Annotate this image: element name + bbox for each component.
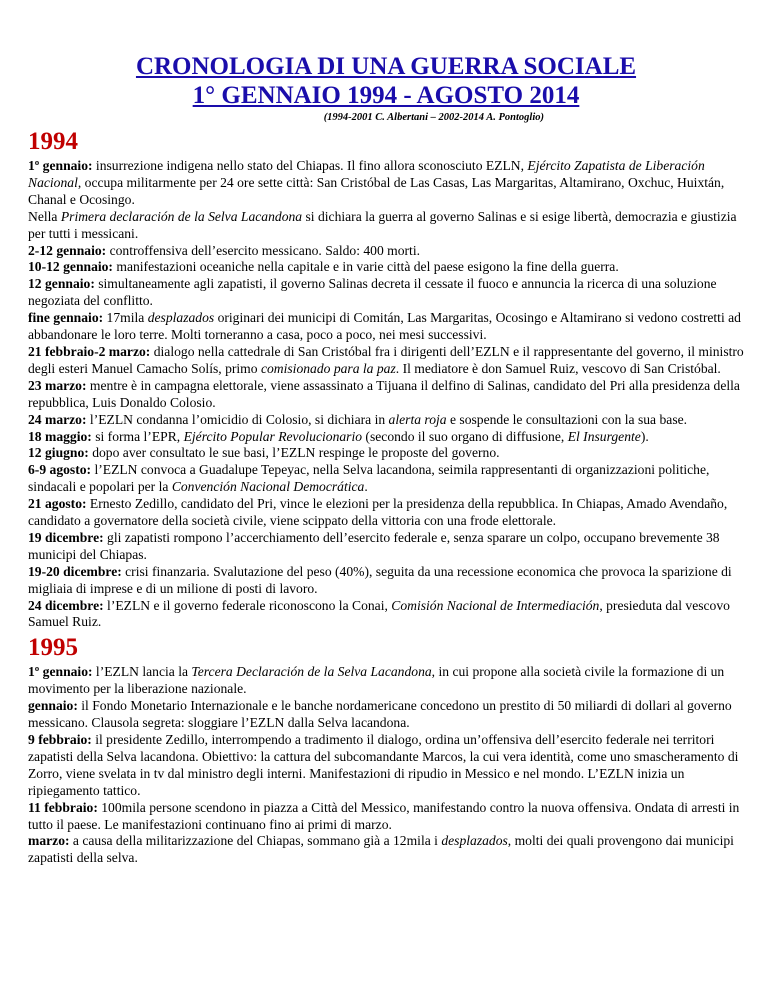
entry-date: 21 febbraio-2 marzo: bbox=[28, 343, 151, 359]
chronology-entry bbox=[28, 732, 744, 800]
entry-date: 1º gennaio: bbox=[28, 664, 93, 680]
entry-text: l’EZLN convoca a Guadalupe Tepeyac, nella Selva lacandona, seimila rappresentanti di organizzazioni politiche, sindacali e popolari per la bbox=[28, 462, 710, 495]
entry-date: 24 dicembre: bbox=[28, 597, 104, 613]
entry-date: 12 giugno: bbox=[28, 445, 89, 461]
entry-text: originari dei municipi di Comitán, Las Margaritas, Ocosingo e Altamirano si vedono costretti ad abbandonare le loro terre. Molti torneranno a casa, poco a poco, nei mesi successivi. bbox=[28, 310, 741, 343]
chronology-entry bbox=[28, 598, 744, 632]
entry-text: 17mila bbox=[103, 310, 148, 326]
chronology-entry bbox=[28, 344, 744, 378]
entry-date: 19-20 dicembre: bbox=[28, 563, 122, 579]
entry-date: 6-9 agosto: bbox=[28, 462, 92, 478]
entry-text: gli zapatisti rompono l’accerchiamento dell’esercito federale e, senza sparare un colpo, occupano brevemente 38 municipi del Chiapas. bbox=[28, 529, 720, 562]
entry-text: , occupa militarmente per 24 ore sette città: San Cristóbal de Las Casas, Las Margaritas, Altamirano, Oxchuc, Huixtán, Chanal e Ocosingo. bbox=[28, 174, 725, 207]
entry-date: 23 marzo: bbox=[28, 377, 87, 393]
entries-1994 bbox=[28, 158, 744, 631]
entry-text: si forma l’EPR, bbox=[91, 428, 184, 444]
entry-italic-text: Ejército Zapatista de Liberación Nacional bbox=[28, 158, 705, 190]
chronology-entry bbox=[28, 310, 744, 344]
entry-date: 2-12 gennaio: bbox=[28, 242, 107, 258]
entry-text: il Fondo Monetario Internazionale e le banche nordamericane concedono un prestito di 50 miliardi di dollari al governo messicano. Clausola segreta: sloggiare l’EZLN dalla Selva lacandona. bbox=[28, 698, 732, 731]
chronology-entry bbox=[28, 833, 744, 867]
chronology-entry bbox=[28, 496, 744, 530]
entry-text: , in cui propone alla società civile la formazione di un movimento per la liberazione nazionale. bbox=[28, 664, 725, 697]
entry-italic-text: Comisión Nacional de Intermediación bbox=[391, 597, 600, 613]
chronology-entry bbox=[28, 259, 744, 276]
entry-date: marzo: bbox=[28, 833, 70, 849]
chronology-entry bbox=[28, 800, 744, 834]
entry-text: 100mila persone scendono in piazza a Città del Messico, manifestando contro la nuova offensiva. Ondata di arresti in tutto il paese. Le manifestazioni continuano fino ai primi di marzo. bbox=[28, 799, 740, 832]
credits-line: (1994-2001 C. Albertani – 2002-2014 A. Pontoglio) bbox=[323, 112, 544, 123]
year-heading-1995: 1995 bbox=[28, 634, 78, 662]
entry-text: dialogo nella cattedrale di San Cristóbal fra i dirigenti dell’EZLN e il rappresentante del governo, il ministro degli esteri Manuel Camacho Solís, primo bbox=[28, 343, 744, 376]
entry-text: l’EZLN lancia la bbox=[92, 664, 192, 680]
document-title-line-1: CRONOLOGIA DI UNA GUERRA SOCIALE bbox=[135, 53, 637, 80]
entry-italic-text: desplazados bbox=[441, 833, 508, 849]
chronology-entry bbox=[28, 462, 744, 496]
entry-text: , molti dei quali provengono dai municipi zapatisti della selva. bbox=[28, 833, 734, 866]
chronology-body bbox=[28, 127, 744, 867]
entry-text: a causa della militarizzazione del Chiapas, sommano già a 12mila i bbox=[69, 833, 442, 849]
entry-italic-text: Convención Nacional Democrática bbox=[171, 479, 365, 495]
entry-text: , presieduta dal vescovo Samuel Ruiz. bbox=[28, 597, 730, 630]
entry-text: l’EZLN e il governo federale riconoscono la Conai, bbox=[103, 597, 392, 613]
entry-italic-text: Tercera Declaración de la Selva Lacandona bbox=[191, 664, 432, 680]
chronology-entry bbox=[28, 664, 744, 698]
year-heading-1994: 1994 bbox=[28, 128, 78, 155]
entry-text: il presidente Zedillo, interrompendo a tradimento il dialogo, ordina un’offensiva dell’esercito federale nei territori zapatisti della Selva lacandona. Obiettivo: la cattura del subcomandante Marcos, la cui vera identità, come uno smascheramento di Zorro, viene svelata in tv dal ministro degli interni. Manifestazioni di ripudio in Messico e nel mondo. L’EZLN inizia un ripiegamento tattico. bbox=[28, 732, 739, 798]
entry-text: Nella bbox=[28, 208, 61, 224]
document-page bbox=[28, 52, 744, 867]
chronology-entry bbox=[28, 378, 744, 412]
entry-date: 9 febbraio: bbox=[28, 732, 92, 747]
entry-italic-text: comisionado para la paz bbox=[260, 360, 396, 376]
entry-text: . Il mediatore è don Samuel Ruiz, vescovo di San Cristóbal. bbox=[395, 360, 721, 376]
entry-text: Ernesto Zedillo, candidato del Pri, vince le elezioni per la presidenza della repubblica. In Chiapas, Amado Avendaño, candidato a governatore della società civile, viene scippato della vittoria con una frode elettorale. bbox=[28, 496, 728, 529]
entry-date: 21 agosto: bbox=[28, 496, 87, 512]
entry-italic-text: alerta roja bbox=[388, 411, 447, 427]
entry-text: ). bbox=[640, 428, 649, 444]
chronology-entry bbox=[28, 276, 744, 310]
entry-text: crisi finanzaria. Svalutazione del peso (40%), seguita da una recessione economica che provoca la sparizione di migliaia di imprese e di un milione di posti di lavoro. bbox=[28, 563, 732, 596]
entry-date: 24 marzo: bbox=[28, 411, 87, 427]
chronology-entry bbox=[28, 158, 744, 209]
entry-italic-text: Primera declaración de la Selva Lacandona bbox=[60, 208, 303, 224]
entry-date: 11 febbraio: bbox=[28, 799, 98, 815]
entry-text: l’EZLN condanna l’omicidio di Colosio, si dichiara in bbox=[86, 411, 389, 427]
chronology-entry bbox=[28, 698, 744, 732]
entry-date: fine gennaio: bbox=[28, 310, 104, 326]
entry-text: controffensiva dell’esercito messicano. Saldo: 400 morti. bbox=[106, 242, 421, 258]
chronology-entry bbox=[28, 243, 744, 260]
chronology-entry bbox=[28, 530, 744, 564]
entry-text: e sospende le consultazioni con la sua base. bbox=[446, 411, 688, 427]
entry-text: insurrezione indigena nello stato del Chiapas. Il fino allora sconosciuto EZLN, bbox=[92, 158, 528, 173]
chronology-entry bbox=[28, 429, 744, 446]
entry-italic-text: Ejército Popular Revolucionario bbox=[183, 428, 363, 444]
entry-text: si dichiara la guerra al governo Salinas e si esige libertà, democrazia e giustizia per tutti i messicani. bbox=[28, 208, 737, 241]
entry-text: mentre è in campagna elettorale, viene assassinato a Tijuana il delfino di Salinas, candidato del Pri alla presidenza della repubblica, Luis Donaldo Colosio. bbox=[28, 377, 740, 410]
entries-1995 bbox=[28, 664, 744, 867]
chronology-entry bbox=[28, 412, 744, 429]
chronology-entry bbox=[28, 564, 744, 598]
chronology-entry bbox=[28, 445, 744, 462]
entry-date: 19 dicembre: bbox=[28, 529, 104, 545]
entry-text: (secondo il suo organo di diffusione, bbox=[362, 428, 568, 444]
document-title-line-2: 1° GENNAIO 1994 - AGOSTO 2014 bbox=[192, 82, 580, 109]
entry-italic-text: desplazados bbox=[147, 310, 215, 326]
entry-text: manifestazioni oceaniche nella capitale e in varie città del paese esigono la fine della guerra. bbox=[112, 259, 619, 275]
chronology-entry bbox=[28, 209, 744, 243]
entry-date: 1º gennaio: bbox=[28, 158, 93, 173]
entry-text: . bbox=[364, 479, 368, 495]
entry-text: simultaneamente agli zapatisti, il governo Salinas decreta il cessate il fuoco e annuncia la ricerca di una soluzione negoziata del conflitto. bbox=[28, 276, 717, 309]
entry-date: 12 gennaio: bbox=[28, 276, 95, 292]
entry-date: gennaio: bbox=[28, 698, 78, 714]
entry-italic-text: El Insurgente bbox=[567, 428, 641, 444]
entry-date: 10-12 gennaio: bbox=[28, 259, 113, 275]
entry-text: dopo aver consultato le sue basi, l’EZLN respinge le proposte del governo. bbox=[88, 445, 500, 461]
entry-date: 18 maggio: bbox=[28, 428, 92, 444]
